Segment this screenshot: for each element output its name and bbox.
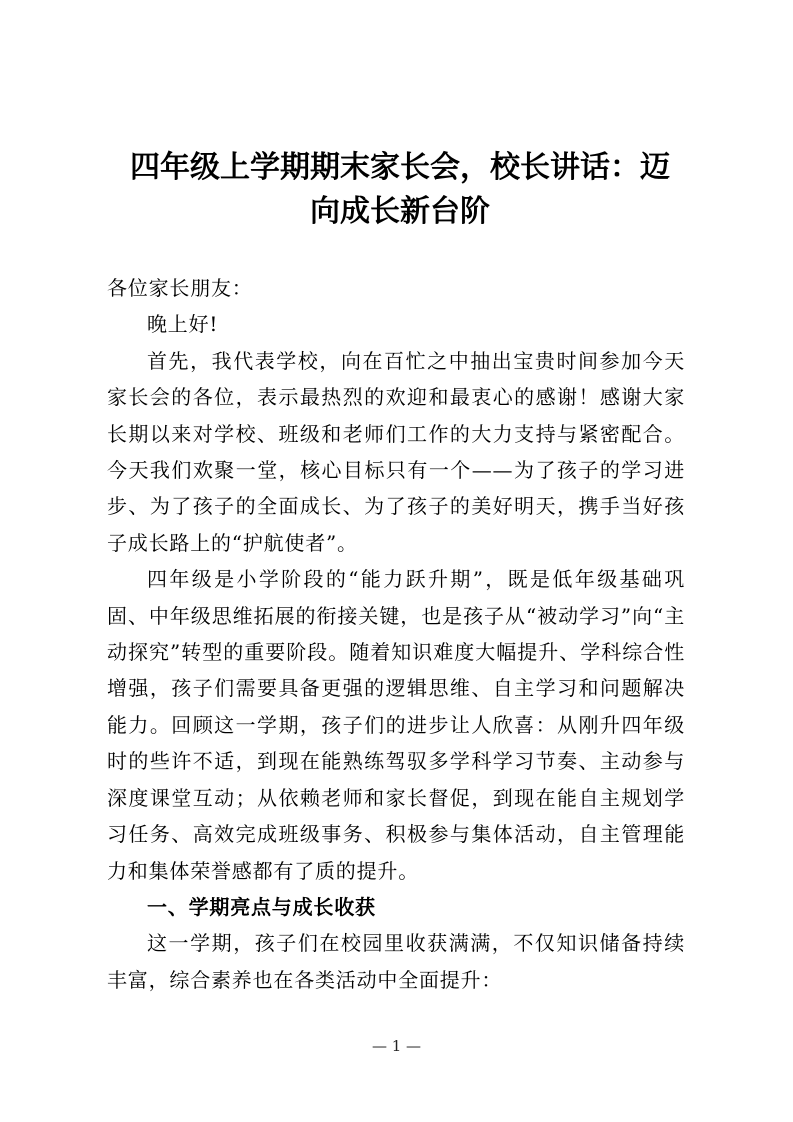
document-body bbox=[107, 270, 685, 998]
section-heading: 一、学期亮点与成长收获 bbox=[147, 894, 376, 919]
salutation: 各位家长朋友： bbox=[107, 276, 253, 300]
title-line-2: 向成长新台阶 bbox=[310, 194, 490, 229]
paragraph: 四年级是小学阶段的“能力跃升期”，既是低年级基础巩固、中年级思维拓展的衔接关键，也是孩子从“被动学习”向“主动探究”转型的重要阶段。随着知识难度大幅提升、学科综合性增强，孩子们需要具备更强的逻辑思维、自主学习和问题解决能力。回顾这一学期，孩子们的进步让人欣喜：从刚升四年级时的些许不适，到现在能熟练驾驭多学科学习节奏、主动参与深度课堂互动；从依赖老师和家长督促，到现在能自主规划学习任务、高效完成班级事务、积极参与集体活动，自主管理能力和集体荣誉感都有了质的提升。 bbox=[107, 567, 685, 883]
page-number: — 1 — bbox=[371, 1037, 422, 1055]
paragraph: 首先，我代表学校，向在百忙之中抽出宝贵时间参加今天家长会的各位，表示最热烈的欢迎和最衷心的感谢！感谢大家长期以来对学校、班级和老师们工作的大力支持与紧密配合。今天我们欢聚一堂，核心目标只有一个——为了孩子的学习进步、为了孩子的全面成长、为了孩子的美好明天，携手当好孩子成长路上的“护航使者”。 bbox=[107, 348, 685, 555]
document-title bbox=[100, 146, 700, 234]
greeting: 晚上好! bbox=[147, 312, 219, 337]
paragraph: 这一学期，孩子们在校园里收获满满，不仅知识储备持续丰富，综合素养也在各类活动中全面提升： bbox=[107, 931, 685, 992]
title-line-1: 四年级上学期期末家长会，校长讲话：迈 bbox=[130, 150, 670, 185]
